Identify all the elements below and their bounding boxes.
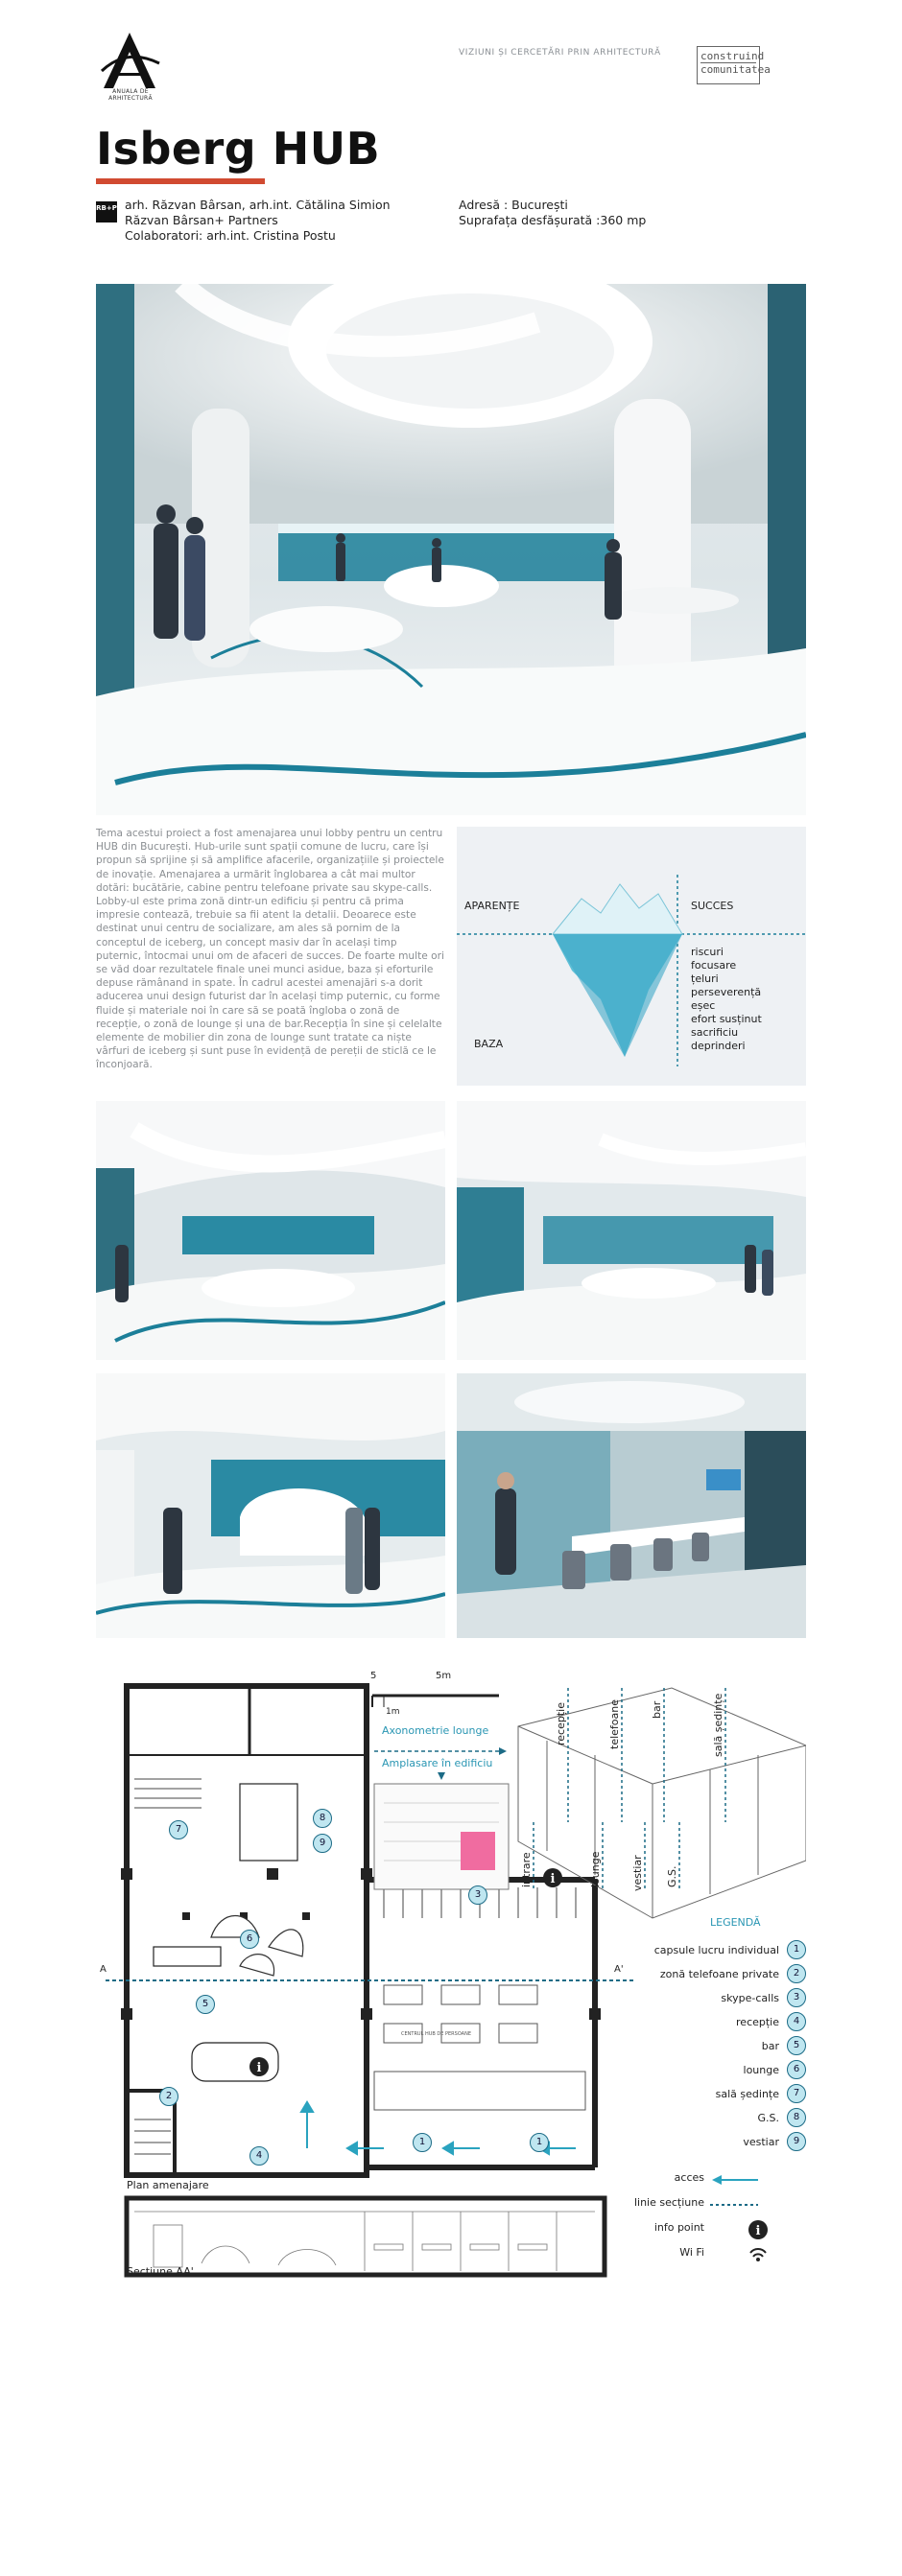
legend-symbol-section-line: linie secțiune	[633, 2196, 704, 2209]
hero-render	[96, 284, 806, 815]
collaborators: Colaboratori: arh.int. Cristina Postu	[125, 228, 336, 243]
kitchen-note: CENTRUL HUB DE PERSOANE	[401, 2031, 471, 2037]
plan-caption: Plan amenajare	[127, 2179, 209, 2191]
firm: Răzvan Bârsan+ Partners	[125, 213, 278, 227]
legend-number: 5	[787, 2036, 806, 2055]
scale-label-1m: 1m	[386, 1707, 400, 1717]
hidden-item: țeluri	[691, 972, 719, 985]
tagline: VIZIUNI ȘI CERCETĂRI PRIN ARHITECTURĂ	[459, 48, 661, 58]
legend-item	[721, 1987, 806, 2008]
plan-marker-3: 3	[468, 1885, 487, 1905]
legend-item	[716, 2083, 806, 2104]
diagram-label-base: BAZA	[474, 1038, 504, 1050]
legend-number: 9	[787, 2132, 806, 2151]
construind-comunitatea-logo	[697, 46, 771, 84]
legend-symbol-info-point: info point	[653, 2221, 704, 2234]
legend-item	[736, 2011, 806, 2032]
project-description: Tema acestui proiect a fost amenajarea unui lobby pentru un centru HUB din București. Hub-urile sunt spații comune de lucru, care își propun să sprijine și să amplifice afacerile, organizațiile și proiectele de inovație. Amenajarea a urmărit înglobarea a cât mai multor dotări: bucătărie, cabine pentru telefoane private sau skype-calls. Lobby-ul este prima zonă dintr-un edificiu și pentru că prima impresie contează, trebuie sa fii atent la detalii. Deoarece este destinat unui centru de socializare, am ales să pornim de la conceptul de iceberg, un concept masiv dar în același timp puternic, întocmai unui om de afaceri de succes. De foarte multe ori se văd doar rezultatele finale unei munci asidue, baza și eforturile depuse rămânand in spate. În cadrul acestei amenajări s-a dorit aducerea unui design futurist dar în același timp puternic, cu forme fluide și materiale noi în care să se poată îngloba o zonă de recepție, o zonă de lounge și una de bar.Recepția în sine și celelalte elemente de mobilier din zona de lounge sunt tratate ca niște vârfuri de iceberg și sunt puse în evidență de pereții de sticlă ce le înconjoară.	[96, 828, 444, 1071]
section-marker-a: A	[100, 1964, 107, 1975]
iceberg-diagram	[457, 827, 806, 1086]
plan-marker-1: 1	[413, 2133, 432, 2152]
legend-label: recepție	[736, 2015, 779, 2028]
school-logo	[96, 29, 163, 96]
legend-label: skype-calls	[721, 1991, 779, 2004]
legend-item	[762, 2035, 806, 2056]
plan-marker-9: 9	[313, 1834, 332, 1853]
authors: arh. Răzvan Bârsan, arh.int. Cătălina Simion	[125, 198, 391, 212]
logo-line-1: construind	[700, 50, 765, 62]
logo-line-2: comunitatea	[700, 63, 771, 76]
plan-marker-8: 8	[313, 1809, 332, 1828]
project-meta	[459, 198, 646, 228]
plan-marker-6: 6	[240, 1930, 259, 1949]
render-reception	[96, 1373, 445, 1638]
axo-label-gs: G.S.	[666, 1865, 678, 1887]
firm-badge: RB+P	[96, 201, 117, 222]
diagram-label-appearances: APARENȚE	[464, 900, 520, 912]
hidden-item: perseverență	[691, 986, 762, 998]
legend-label: vestiar	[743, 2135, 779, 2148]
axo-label-cloakroom: vestiar	[631, 1855, 644, 1891]
legend-number: 1	[787, 1940, 806, 1959]
legend-label: G.S.	[757, 2111, 779, 2124]
legend-label: bar	[761, 2039, 779, 2052]
legend-label: lounge	[743, 2063, 779, 2076]
legend	[595, 1939, 806, 2169]
area: Suprafața desfășurată :360 mp	[459, 213, 647, 227]
diagram-label-success: SUCCES	[691, 900, 734, 912]
plan-marker-4: 4	[249, 2146, 269, 2166]
legend-number: 6	[787, 2060, 806, 2079]
address: Adresă : București	[459, 198, 568, 212]
plan-section	[96, 1669, 806, 2283]
legend-number: 7	[787, 2084, 806, 2103]
axo-label-meeting: sală ședințe	[712, 1693, 724, 1757]
legend-number: 4	[787, 2012, 806, 2031]
plan-marker-1b: 1	[530, 2133, 549, 2152]
axo-label-reception: recepție	[555, 1702, 567, 1745]
svg-text:i: i	[755, 2224, 761, 2238]
legend-item	[654, 1939, 806, 1960]
scale-label-5: 5	[370, 1671, 377, 1681]
legend-title: LEGENDĂ	[710, 1916, 761, 1929]
legend-number: 8	[787, 2108, 806, 2127]
svg-text:i: i	[550, 1872, 556, 1886]
legend-symbol-wifi: Wi Fi	[679, 2246, 704, 2259]
credits	[125, 198, 391, 244]
title-underline	[96, 178, 265, 184]
legend-label: capsule lucru individual	[653, 1943, 779, 1956]
hidden-item: sacrificiu	[691, 1026, 739, 1039]
render-meeting-room	[457, 1373, 806, 1638]
legend-number: 3	[787, 1988, 806, 2007]
axonometry-label: Axonometrie lounge	[382, 1724, 489, 1737]
hidden-item: deprinderi	[691, 1040, 746, 1052]
axo-label-entrance: intrare	[520, 1852, 533, 1887]
legend-symbols	[595, 2171, 704, 2267]
svg-text:i: i	[256, 2061, 262, 2075]
diagram-hidden-list	[691, 946, 762, 1053]
hidden-item: focusare	[691, 959, 737, 972]
project-title: Isberg HUB	[96, 123, 381, 175]
axo-label-bar: bar	[651, 1700, 663, 1719]
legend-item	[660, 1963, 806, 1984]
plan-marker-2: 2	[159, 2087, 178, 2106]
legend-item	[758, 2107, 807, 2128]
legend-label: zonă telefoane private	[659, 1967, 779, 1980]
hidden-item: eșec	[691, 999, 716, 1012]
section-caption: Secțiune AA'	[127, 2265, 194, 2278]
hidden-item: riscuri	[691, 946, 724, 958]
legend-label: sală ședințe	[715, 2087, 779, 2100]
axo-label-phones: telefoane	[608, 1699, 621, 1749]
hidden-item: efort susținut	[691, 1013, 762, 1025]
legend-item	[744, 2059, 806, 2080]
legend-number: 2	[787, 1964, 806, 1983]
section-marker-a-prime: A'	[614, 1964, 624, 1975]
placement-label: Amplasare în edificiu	[382, 1757, 493, 1769]
school-logo-text: ANUALA DE ARHITECTURĂ	[108, 88, 153, 102]
legend-item	[743, 2131, 806, 2152]
legend-symbol-access: acces	[674, 2171, 704, 2184]
render-lounge-2	[457, 1101, 806, 1360]
logo-a-icon	[96, 29, 163, 96]
plan-marker-5: 5	[196, 1995, 215, 2014]
render-lounge-1	[96, 1101, 445, 1360]
plan-marker-7: 7	[169, 1820, 188, 1839]
scale-label-5m: 5m	[436, 1671, 452, 1681]
axo-label-lounge: lounge	[589, 1851, 602, 1887]
